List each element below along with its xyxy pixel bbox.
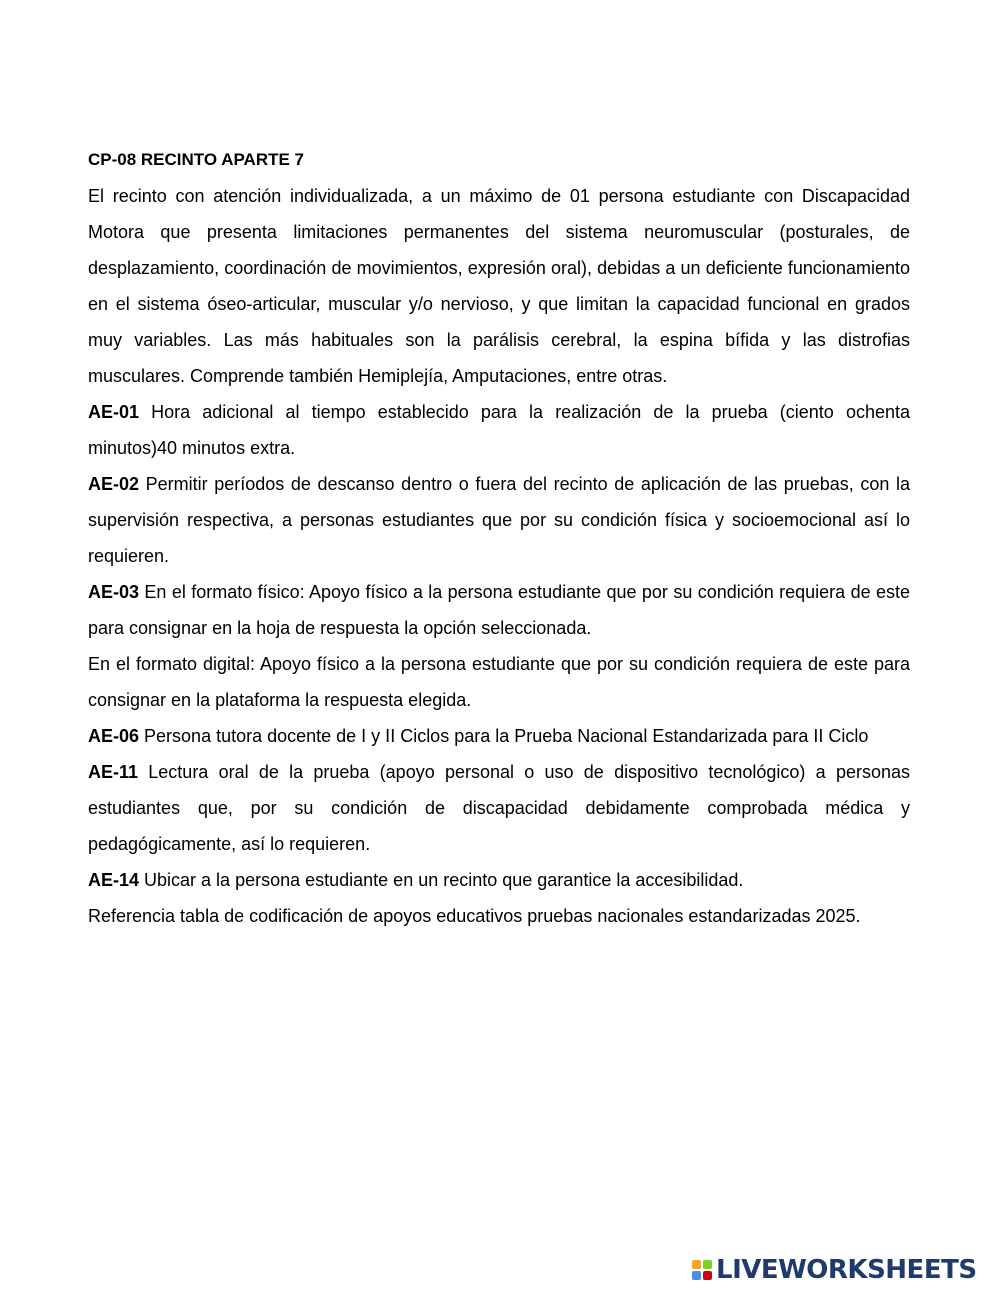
digital-format-paragraph: En el formato digital: Apoyo físico a la persona estudiante que por su condición requiera de este para consignar en la plataforma la respuesta elegida.: [88, 654, 910, 710]
support-code: AE-03: [88, 582, 140, 602]
support-code: AE-11: [88, 762, 139, 782]
support-item-ae-01: [88, 394, 910, 466]
support-item-ae-03: [88, 574, 910, 646]
logo-text: LIVEWORKSHEETS: [716, 1255, 977, 1285]
document-title: CP-08 RECINTO APARTE 7: [88, 150, 305, 169]
support-text: Persona tutora docente de I y II Ciclos para la Prueba Nacional Estandarizada para II Ciclo: [139, 726, 869, 746]
logo-tile: [692, 1260, 701, 1269]
intro-paragraph: El recinto con atención individualizada, a un máximo de 01 persona estudiante con Discapacidad Motora que presenta limitaciones permanentes del sistema neuromuscular (posturales, de desplazamiento, coordinación de movimientos, expresión oral), debidas a un deficiente funcionamiento en el sistema óseo-articular, muscular y/o nervioso, y que limitan la capacidad funcional en grados muy variables. Las más habituales son la parálisis cerebral, la espina bífida y las distrofias musculares. Comprende también Hemiplejía, Amputaciones, entre otras.: [88, 186, 910, 386]
support-code: AE-01: [88, 402, 140, 422]
support-item-ae-02: [88, 466, 910, 574]
reference-paragraph: Referencia tabla de codificación de apoyos educativos pruebas nacionales estandarizadas 2025.: [88, 906, 861, 926]
support-text: Permitir períodos de descanso dentro o fuera del recinto de aplicación de las pruebas, con la supervisión respectiva, a personas estudiantes que por su condición física y socioemocional así lo requieren.: [88, 474, 910, 566]
logo-tiles-icon: [692, 1260, 712, 1280]
support-code: AE-02: [88, 474, 140, 494]
support-text: En el formato físico: Apoyo físico a la persona estudiante que por su condición requiera de este para consignar en la hoja de respuesta la opción seleccionada.: [88, 582, 910, 638]
support-item-ae-06: [88, 718, 910, 754]
support-code: AE-06: [88, 726, 140, 746]
logo-tile: [703, 1260, 712, 1269]
support-text: Ubicar a la persona estudiante en un recinto que garantice la accesibilidad.: [139, 870, 744, 890]
support-code: AE-14: [88, 870, 140, 890]
support-item-ae-14: [88, 862, 910, 898]
support-text: Hora adicional al tiempo establecido para la realización de la prueba (ciento ochenta minutos)40 minutos extra.: [88, 402, 910, 458]
document-body: [88, 142, 910, 934]
logo-tile: [703, 1271, 712, 1280]
support-text: Lectura oral de la prueba (apoyo personal o uso de dispositivo tecnológico) a personas estudiantes que, por su condición de discapacidad debidamente comprobada médica y pedagógicamente, así lo requieren.: [88, 762, 910, 854]
support-item-ae-11: [88, 754, 910, 862]
logo-tile: [692, 1271, 701, 1280]
liveworksheets-logo: [692, 1254, 977, 1286]
